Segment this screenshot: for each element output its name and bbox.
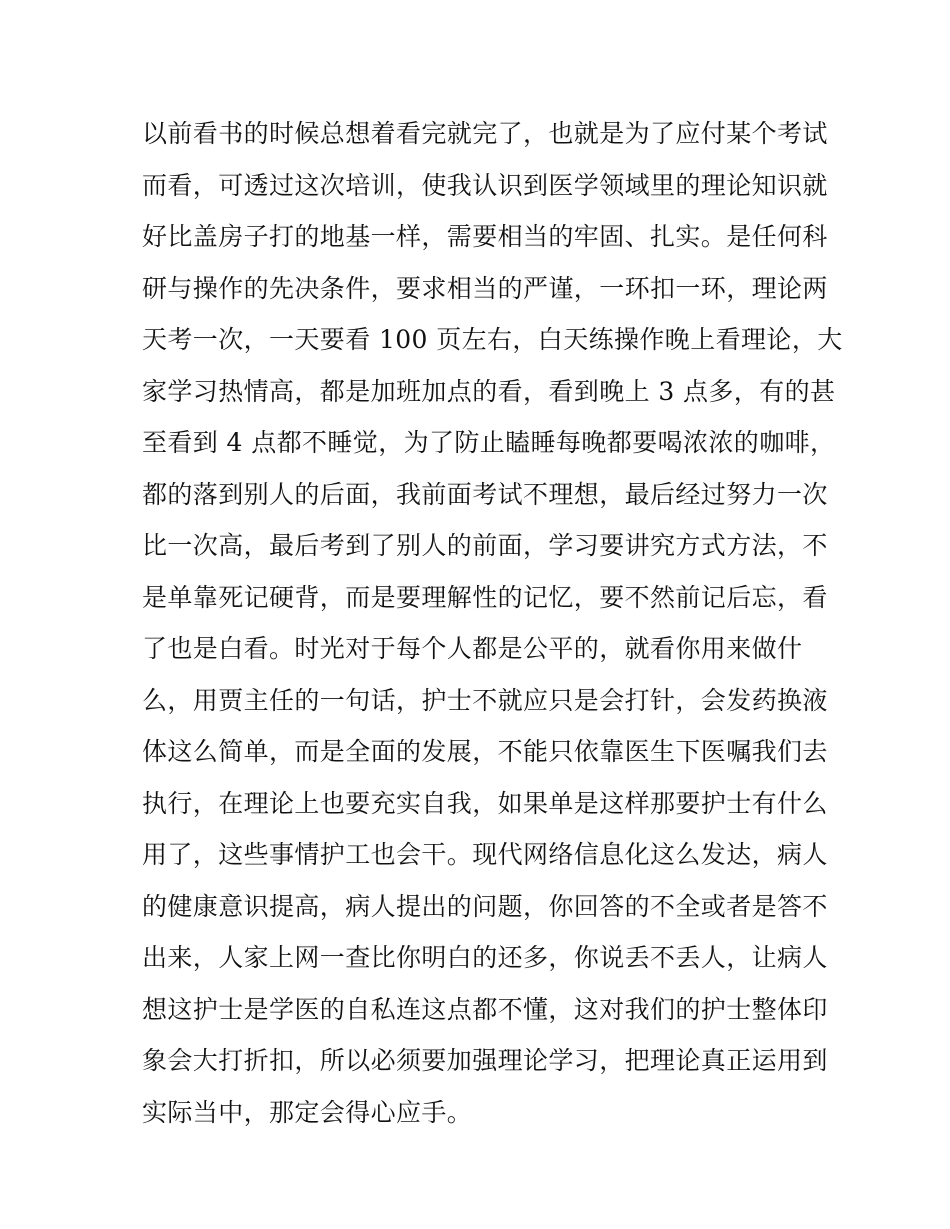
body-paragraph xyxy=(142,108,843,1138)
paragraph-line: 出来，人家上网一查比你明白的还多，你说丢不丢人，让病人 xyxy=(142,943,828,972)
paragraph-line: 执行，在理论上也要充实自我，如果单是这样那要护士有什么 xyxy=(142,788,828,818)
paragraph-line: 以前看书的时候总想着看完就完了，也就是为了应付某个考试 xyxy=(142,119,828,148)
paragraph-line: 了也是白看。时光对于每个人都是公平的，就看你用来做什 xyxy=(142,634,803,663)
paragraph-line: 用了，这些事情护工也会干。现代网络信息化这么发达，病人 xyxy=(142,840,828,869)
paragraph-line: 家学习热情高，都是加班加点的看，看到晚上 3 点多，有的甚 xyxy=(142,376,836,406)
paragraph-line: 象会大打折扣，所以必须要加强理论学习，把理论真正运用到 xyxy=(142,1046,828,1075)
paragraph-line: 的健康意识提高，病人提出的问题，你回答的不全或者是答不 xyxy=(142,891,828,921)
paragraph-line: 是单靠死记硬背，而是要理解性的记忆，要不然前记后忘，看 xyxy=(142,582,828,612)
paragraph-line: 至看到 4 点都不睡觉，为了防止瞌睡每晚都要喝浓浓的咖啡， xyxy=(142,428,836,457)
paragraph-line: 么，用贾主任的一句话，护士不就应只是会打针，会发药换液 xyxy=(142,685,828,715)
paragraph-line: 天考一次，一天要看 100 页左右，白天练操作晚上看理论，大 xyxy=(142,325,843,354)
paragraph-line: 体这么简单，而是全面的发展，不能只依靠医生下医嘱我们去 xyxy=(142,737,828,766)
paragraph-line: 想这护士是学医的自私连这点都不懂，这对我们的护士整体印 xyxy=(142,994,828,1024)
paragraph-line: 好比盖房子打的地基一样，需要相当的牢固、扎实。是任何科 xyxy=(142,222,828,251)
paragraph-line: 都的落到别人的后面，我前面考试不理想，最后经过努力一次 xyxy=(142,479,828,509)
paragraph-line: 研与操作的先决条件，要求相当的严谨，一环扣一环，理论两 xyxy=(142,273,828,303)
paragraph-line: 实际当中，那定会得心应手。 xyxy=(142,1097,473,1127)
paragraph-line: 比一次高，最后考到了别人的前面，学习要讲究方式方法，不 xyxy=(142,531,828,560)
paragraph-line: 而看，可透过这次培训，使我认识到医学领域里的理论知识就 xyxy=(142,170,828,200)
